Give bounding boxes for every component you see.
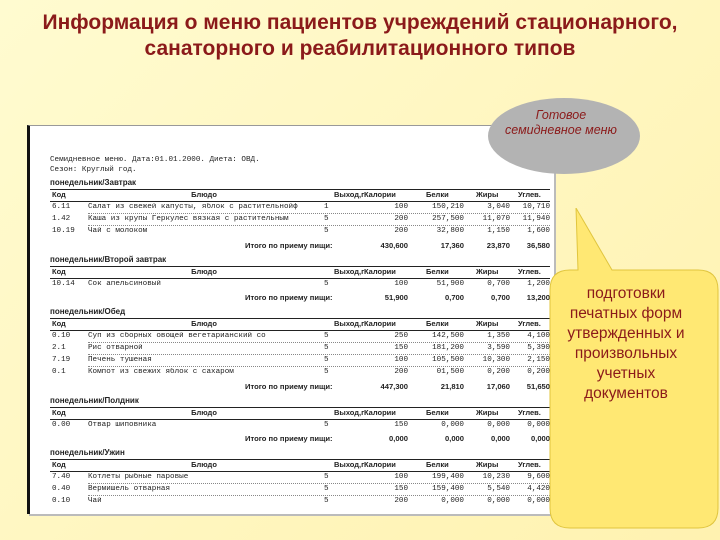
cell-calories: 199,400 [432,473,464,481]
col-code: Код [52,408,66,417]
cell-yield: 200 [394,497,408,505]
cell-code: 0.1 [52,368,66,376]
cell-dish: Котлеты рыбные паровые [88,473,189,481]
cell-mark: 5 [324,227,329,235]
total-protein: 0,700 [444,293,464,302]
row-divider [88,225,550,226]
col-protein: Белки [426,267,449,276]
section-title: понедельник/Ужин [50,448,125,457]
total-fats: 17,060 [486,382,510,391]
cell-dish: Рис отварной [88,344,143,352]
cell-yield: 100 [394,356,408,364]
cell-dish: Компот из свежих яблок с сахаром [88,368,234,376]
row-divider [88,495,550,496]
cell-yield: 100 [394,473,408,481]
col-dish: Блюдо [191,319,217,328]
table-row [50,485,550,495]
total-calories: 51,900 [384,293,408,302]
total-fats: 0,000 [490,434,510,443]
cell-mark: 5 [324,473,329,481]
col-calories: Калории [364,460,396,469]
cell-protein: 5,540 [487,485,510,493]
section-title: понедельник/Обед [50,307,126,316]
cell-dish: Сок апельсиновый [88,280,161,288]
cell-fats: 4,100 [527,332,550,340]
cell-mark: 5 [324,368,329,376]
cell-dish: Отвар шиповника [88,421,157,429]
cell-mark: 5 [324,497,329,505]
menu-document [27,125,554,514]
col-calories: Калории [364,190,396,199]
col-carbs: Углев. [518,190,541,199]
cell-calories: 0,000 [441,421,464,429]
cell-fats: 11,940 [522,215,550,223]
col-dish: Блюдо [191,190,217,199]
table-header [50,189,550,202]
total-label: Итого по приему пищи: [245,241,333,250]
cell-protein: 10,230 [482,473,510,481]
total-label: Итого по приему пищи: [245,434,333,443]
total-protein: 0,000 [444,434,464,443]
cell-mark: 5 [324,344,329,352]
total-calories: 430,600 [380,241,408,250]
cell-protein: 10,300 [482,356,510,364]
col-carbs: Углев. [518,319,541,328]
table-row [50,332,550,342]
cell-yield: 150 [394,344,408,352]
cell-mark: 5 [324,280,329,288]
col-dish: Блюдо [191,267,217,276]
col-carbs: Углев. [518,267,541,276]
cell-dish: Вермишель отварная [88,485,171,493]
col-carbs: Углев. [518,460,541,469]
cell-yield: 150 [394,485,408,493]
cell-dish: Суп из сборных овощей вегетарианский со [88,332,266,340]
table-row [50,356,550,366]
col-fats: Жиры [476,319,499,328]
col-code: Код [52,460,66,469]
cell-mark: 5 [324,421,329,429]
section-title: понедельник/Полдник [50,396,139,405]
cell-dish: Чай с молоком [88,227,148,235]
cell-yield: 100 [394,203,408,211]
cell-calories: 257,500 [432,215,464,223]
cell-dish: Печень тушеная [88,356,152,364]
cell-fats: 0,000 [527,421,550,429]
col-code: Код [52,319,66,328]
col-yield: Выход,г [334,319,365,328]
cell-fats: 2,150 [527,356,550,364]
cell-code: 0.10 [52,332,71,340]
cell-dish: Чай [88,497,102,505]
total-carbs: 13,200 [526,293,550,302]
cell-mark: 5 [324,332,329,340]
total-carbs: 51,650 [526,382,550,391]
total-carbs: 0,000 [530,434,550,443]
cell-code: 10.19 [52,227,75,235]
col-code: Код [52,190,66,199]
row-divider [88,483,550,484]
cell-yield: 100 [394,280,408,288]
total-fats: 0,700 [490,293,510,302]
cell-protein: 0,200 [487,368,510,376]
table-header [50,266,550,279]
cell-protein: 1,150 [487,227,510,235]
col-dish: Блюдо [191,460,217,469]
section-total [50,382,550,393]
col-protein: Белки [426,408,449,417]
total-label: Итого по приему пищи: [245,382,333,391]
total-label: Итого по приему пищи: [245,293,333,302]
cell-yield: 200 [394,227,408,235]
cell-fats: 4,420 [527,485,550,493]
cell-fats: 10,710 [522,203,550,211]
cell-fats: 0,200 [527,368,550,376]
col-calories: Калории [364,408,396,417]
table-header [50,407,550,420]
total-fats: 23,870 [486,241,510,250]
cell-code: 2.1 [52,344,66,352]
col-dish: Блюдо [191,408,217,417]
table-row [50,203,550,213]
cell-fats: 1,200 [527,280,550,288]
col-fats: Жиры [476,190,499,199]
cell-code: 0.40 [52,485,71,493]
cell-protein: 0,700 [487,280,510,288]
row-divider [88,354,550,355]
col-yield: Выход,г [334,190,365,199]
cell-yield: 200 [394,368,408,376]
col-fats: Жиры [476,460,499,469]
cell-code: 1.42 [52,215,71,223]
table-row [50,227,550,237]
cell-dish: Салат из свежей капусты, яблок с растительнойф [88,203,298,211]
cell-dish: Каша из крупы Геркулес вязкая с растительным [88,215,289,223]
cell-code: 0.10 [52,497,71,505]
cell-calories: 01,500 [436,368,464,376]
col-fats: Жиры [476,408,499,417]
col-fats: Жиры [476,267,499,276]
section-title: понедельник/Завтрак [50,178,137,187]
cell-code: 0.00 [52,421,71,429]
table-header [50,459,550,472]
cell-calories: 142,500 [432,332,464,340]
cell-mark: 5 [324,485,329,493]
row-divider [88,213,550,214]
section-total [50,434,550,445]
col-protein: Белки [426,319,449,328]
cell-calories: 51,900 [436,280,464,288]
callout-ready-menu: Готовое семидневное меню [505,108,617,137]
table-row [50,368,550,378]
cell-fats: 5,390 [527,344,550,352]
col-yield: Выход,г [334,267,365,276]
cell-code: 6.11 [52,203,71,211]
cell-fats: 9,600 [527,473,550,481]
cell-calories: 0,000 [441,497,464,505]
cell-mark: 1 [324,203,329,211]
col-calories: Калории [364,267,396,276]
total-protein: 17,360 [440,241,464,250]
col-protein: Белки [426,190,449,199]
cell-protein: 3,590 [487,344,510,352]
cell-fats: 0,000 [527,497,550,505]
cell-fats: 1,600 [527,227,550,235]
cell-calories: 32,800 [436,227,464,235]
col-protein: Белки [426,460,449,469]
cell-code: 7.40 [52,473,71,481]
col-carbs: Углев. [518,408,541,417]
cell-calories: 105,500 [432,356,464,364]
section-total [50,241,550,252]
cell-protein: 0,000 [487,421,510,429]
callout-print-forms: подготовки печатных форм утвержденных и произвольных учетных документов [567,285,685,402]
cell-protein: 11,070 [482,215,510,223]
section-title: понедельник/Второй завтрак [50,255,167,264]
table-row [50,497,550,507]
cell-yield: 150 [394,421,408,429]
total-calories: 0,000 [388,434,408,443]
cell-mark: 5 [324,356,329,364]
table-row [50,473,550,483]
cell-code: 10.14 [52,280,75,288]
cell-protein: 1,350 [487,332,510,340]
cell-calories: 150,210 [432,203,464,211]
document-meta-line: Семидневное меню. Дата:01.01.2000. Диета: ОВД. [50,156,260,164]
cell-protein: 3,040 [487,203,510,211]
col-yield: Выход,г [334,408,365,417]
table-row [50,280,550,290]
col-code: Код [52,267,66,276]
table-header [50,318,550,331]
cell-mark: 5 [324,215,329,223]
cell-yield: 250 [394,332,408,340]
col-yield: Выход,г [334,460,365,469]
document-meta-line: Сезон: Круглый год. [50,166,137,174]
section-total [50,293,550,304]
cell-calories: 181,200 [432,344,464,352]
cell-yield: 200 [394,215,408,223]
cell-protein: 0,000 [487,497,510,505]
total-calories: 447,300 [380,382,408,391]
table-row [50,344,550,354]
row-divider [88,342,550,343]
cell-code: 7.19 [52,356,71,364]
cell-calories: 159,400 [432,485,464,493]
row-divider [88,366,550,367]
slide-title: Информация о меню пациентов учреждений стационарного, санаторного и реабилитационного типов [42,11,678,60]
table-row [50,421,550,431]
col-calories: Калории [364,319,396,328]
table-row [50,215,550,225]
total-carbs: 36,580 [526,241,550,250]
total-protein: 21,810 [440,382,464,391]
